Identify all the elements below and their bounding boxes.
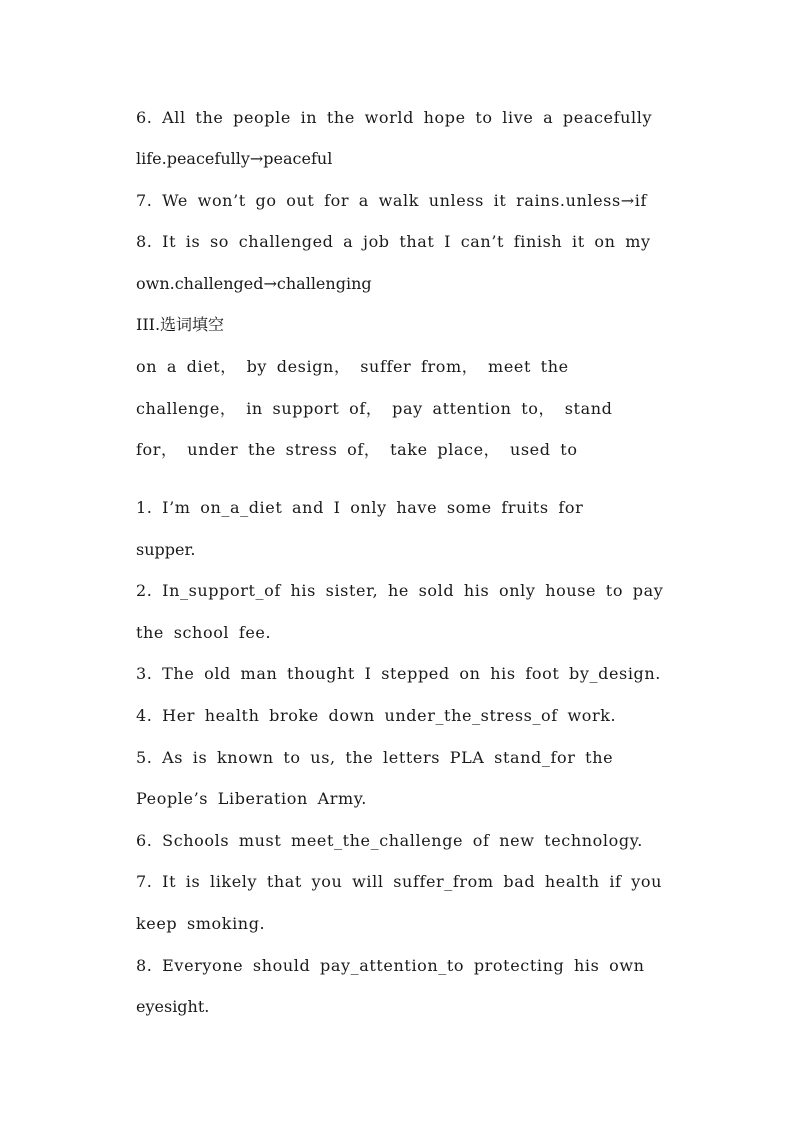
section-heading: III.选词填空: [136, 315, 225, 334]
word-bank-line-3: for， under the stress of， take place， used to: [136, 440, 578, 459]
sentence-5-line1: 5. As is known to us, the letters PLA stand_for the: [136, 748, 614, 767]
sentence-5-line2: People’s Liberation Army.: [136, 789, 367, 808]
sentence-8-line2: eyesight.: [136, 997, 210, 1016]
word-bank-line-1: on a diet， by design， suffer from， meet the: [136, 357, 569, 376]
correction-item-8-line2: own.challenged→challenging: [136, 274, 372, 293]
sentence-3-line1: 3. The old man thought I stepped on his foot by_design.: [136, 664, 661, 683]
sentence-2-line2: the school fee.: [136, 623, 272, 642]
correction-item-7-line1: 7. We won’t go out for a walk unless it rains.unless→if: [136, 191, 648, 210]
correction-item-8-line1: 8. It is so challenged a job that I can’t finish it on my: [136, 232, 651, 251]
correction-item-6-line2: life.peacefully→peaceful: [136, 149, 333, 168]
word-bank-line-2: challenge， in support of， pay attention to， stand: [136, 399, 613, 418]
sentence-4-line1: 4. Her health broke down under_the_stress_of work.: [136, 706, 617, 725]
sentence-1-line1: 1. I’m on_a_diet and I only have some fruits for: [136, 498, 584, 517]
sentence-6-line1: 6. Schools must meet_the_challenge of new technology.: [136, 831, 643, 850]
correction-item-6-line1: 6. All the people in the world hope to live a peacefully: [136, 108, 653, 127]
sentence-7-line1: 7. It is likely that you will suffer_from bad health if you: [136, 872, 663, 891]
sentence-2-line1: 2. In_support_of his sister, he sold his only house to pay: [136, 581, 664, 600]
sentence-7-line2: keep smoking.: [136, 914, 266, 933]
sentence-8-line1: 8. Everyone should pay_attention_to protecting his own: [136, 956, 645, 975]
sentence-1-line2: supper.: [136, 540, 196, 559]
